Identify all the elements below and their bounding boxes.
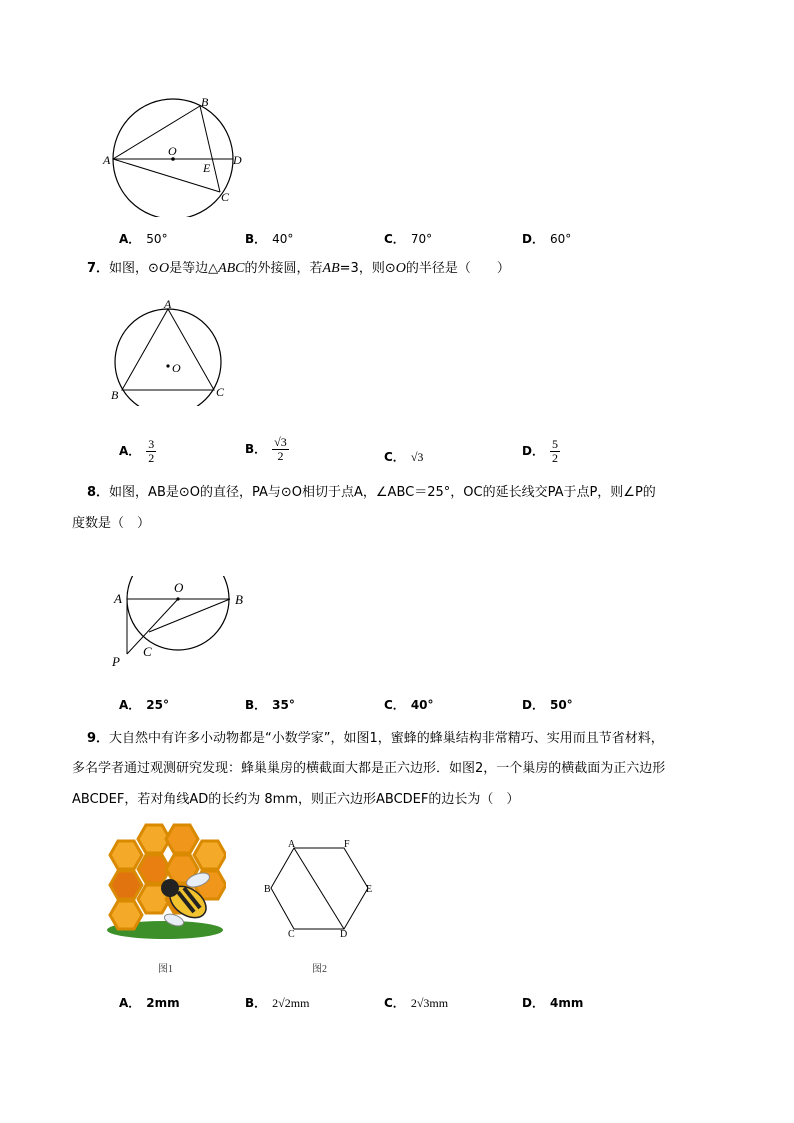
q6-label-A: A bbox=[103, 153, 111, 167]
q8-center-dot bbox=[176, 597, 179, 600]
q7-option-b: B． $\frac{√3}{2}$ bbox=[245, 435, 287, 463]
q7-label-O: O bbox=[172, 361, 181, 375]
q9-hexagon-figure bbox=[258, 836, 378, 942]
q9-label-D: D bbox=[340, 929, 348, 940]
q9-diagonal-AD bbox=[294, 848, 344, 929]
q8-label-C: C bbox=[143, 644, 152, 659]
q6-option-b: B． 40° bbox=[245, 232, 294, 246]
q9-option-c: C． 2√3mm bbox=[384, 996, 449, 1010]
q8-option-a: A． 25° bbox=[119, 698, 169, 712]
q9-label-F: F bbox=[344, 839, 350, 850]
q6-label-O: O bbox=[168, 144, 177, 158]
q8-figure bbox=[105, 576, 255, 676]
q7-circle bbox=[115, 309, 221, 406]
q7-figure bbox=[105, 296, 235, 406]
q6-label-E: E bbox=[203, 161, 211, 175]
q7-option-b-fraction: $\frac{√3}{2}$ bbox=[274, 435, 287, 463]
q9-label-C: C bbox=[288, 929, 295, 940]
q8-option-b: B． 35° bbox=[245, 698, 295, 712]
figure2-caption: 图2 bbox=[312, 964, 327, 975]
q7-center-dot bbox=[166, 364, 169, 367]
q8-label-P: P bbox=[112, 654, 120, 669]
q8-label-B: B bbox=[235, 592, 243, 607]
q7-option-a: A． $\frac{3}{2}$ bbox=[119, 437, 155, 465]
q9-stem-line3: ABCDEF，若对角线AD的长约为 8mm，则正六边形ABCDEF的边长为（ ） bbox=[72, 792, 520, 807]
q8-label-O: O bbox=[174, 580, 184, 595]
q9-label-E: E bbox=[366, 884, 373, 895]
q8-label-A: A bbox=[114, 591, 122, 606]
q7-triangle-ABC bbox=[122, 309, 214, 390]
q6-option-d: D． 60° bbox=[522, 232, 572, 246]
q7-label-B: B bbox=[111, 388, 119, 402]
q8-stem-line1: 8．如图，AB是⊙O的直径，PA与⊙O相切于点A，∠ABC＝25°，OC的延长线交PA于点P，则∠P的 bbox=[87, 485, 656, 500]
q9-option-a: A． 2mm bbox=[119, 996, 180, 1010]
q6-label-D: D bbox=[233, 153, 242, 167]
q9-stem-line1: 9．大自然中有许多小动物都是“小数学家”，如图1，蜜蜂的蜂巢结构非常精巧、实用而且节省材料， bbox=[87, 731, 664, 746]
q8-line-BC bbox=[149, 599, 230, 632]
q9-label-B: B bbox=[264, 884, 271, 895]
q8-stem-line2: 度数是（ ） bbox=[72, 516, 151, 531]
q7-option-c: C． √3 bbox=[384, 450, 424, 464]
q6-chord-AB bbox=[113, 106, 200, 159]
q9-label-A: A bbox=[288, 839, 296, 850]
q9-option-d: D． 4mm bbox=[522, 996, 584, 1010]
q6-label-C: C bbox=[221, 190, 230, 204]
q8-option-c: C． 40° bbox=[384, 698, 434, 712]
q7-option-a-fraction: $\frac{3}{2}$ bbox=[148, 437, 155, 465]
q7-option-d-fraction: $\frac{5}{2}$ bbox=[551, 437, 558, 465]
q6-option-a: A． 50° bbox=[119, 232, 168, 246]
q7-option-d: D． $\frac{5}{2}$ bbox=[522, 437, 558, 465]
q7-label-A: A bbox=[164, 297, 172, 311]
q6-figure bbox=[100, 92, 260, 217]
q8-option-d: D． 50° bbox=[522, 698, 573, 712]
q9-stem-line2: 多名学者通过观测研究发现：蜂巢巢房的横截面大都是正六边形．如图2，一个巢房的横截面为正六边形 bbox=[72, 761, 666, 776]
figure1-caption: 图1 bbox=[158, 964, 173, 975]
q7-label-C: C bbox=[216, 385, 225, 399]
q7-stem: 7．如图，⊙O是等边△ABC的外接圆，若AB=3，则⊙O的半径是（ ） bbox=[87, 261, 510, 276]
q6-option-c: C． 70° bbox=[384, 232, 433, 246]
q9-option-b: B． 2√2mm bbox=[245, 996, 310, 1010]
q6-label-B: B bbox=[201, 95, 209, 109]
honeycomb-bee-illustration bbox=[104, 822, 226, 940]
